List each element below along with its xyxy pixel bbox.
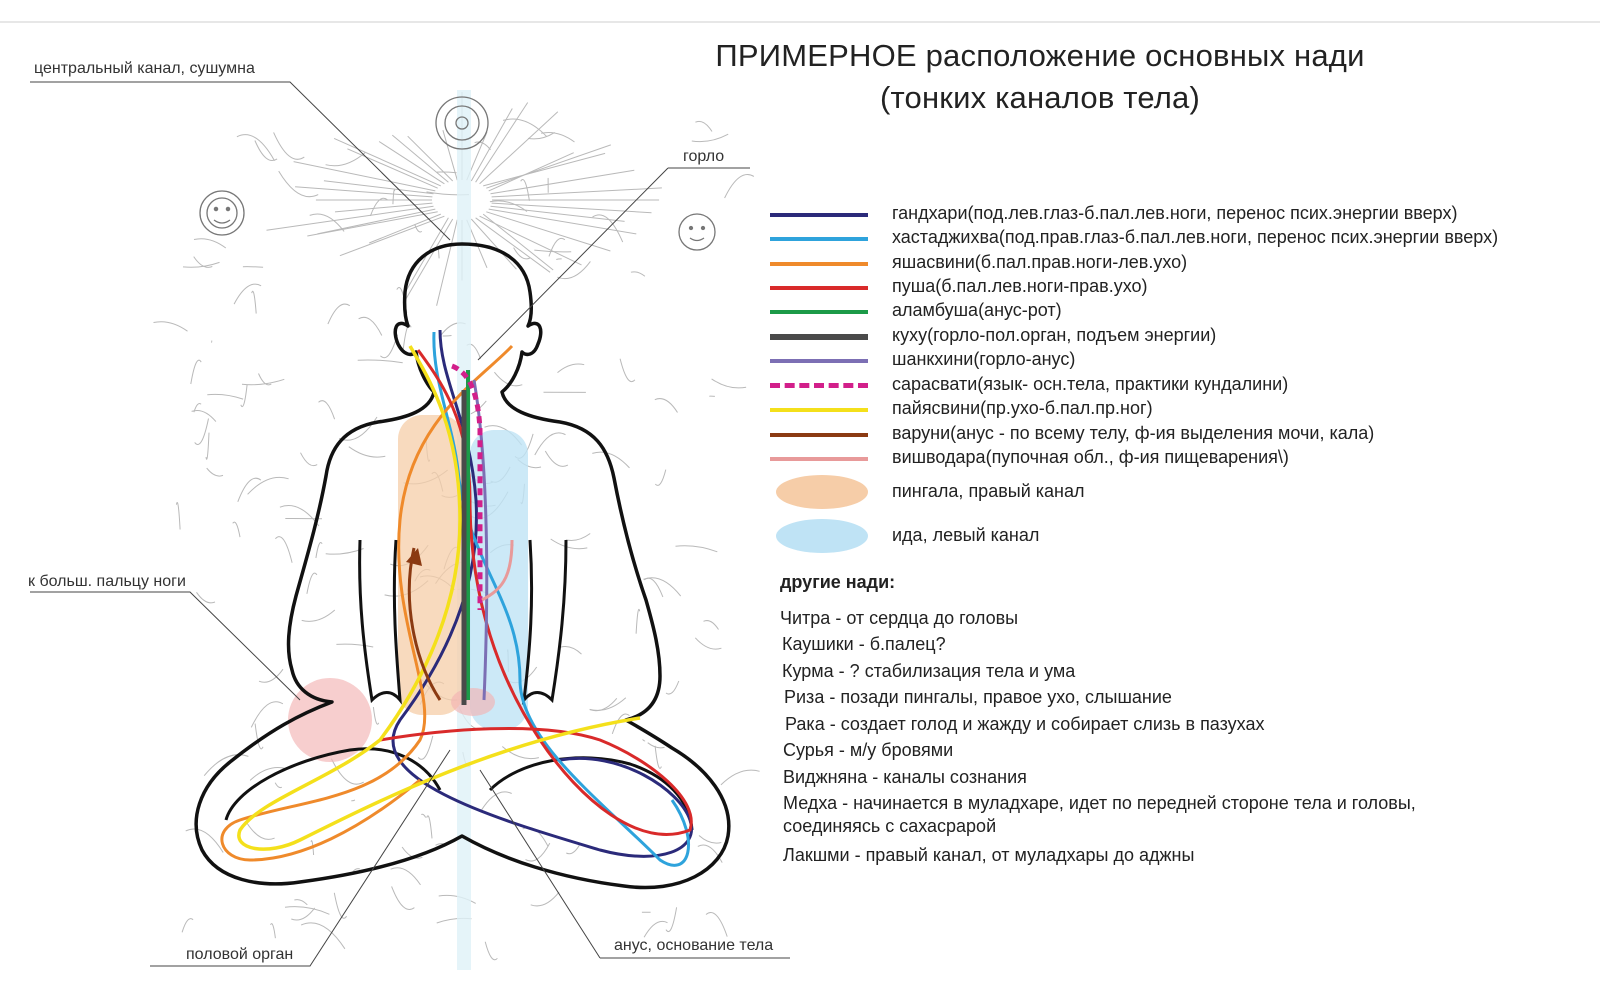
background-stroke: [358, 360, 403, 363]
background-stroke: [307, 573, 317, 594]
legend-label: шанкхини(горло-анус): [892, 349, 1076, 369]
label-throat: горло: [683, 148, 725, 165]
background-stroke: [557, 261, 590, 278]
background-stroke: [721, 770, 760, 785]
background-stroke: [182, 919, 193, 933]
background-stroke: [275, 783, 282, 788]
diagram-subtitle: (тонких каналов тела): [879, 80, 1201, 115]
background-stroke: [238, 478, 261, 502]
legend-item: [770, 227, 1590, 251]
sun-face-icon: [200, 191, 244, 235]
background-stroke: [351, 800, 355, 801]
background-stroke: [666, 907, 677, 931]
background-stroke: [369, 214, 441, 243]
background-stroke: [695, 638, 721, 649]
background-stroke: [310, 214, 344, 231]
background-stroke: [644, 578, 663, 597]
legend-label: пуша(б.пал.лев.ноги-прав.ухо): [892, 276, 1148, 296]
legend-label: куху(горло-пол.орган, подъем энергии): [892, 325, 1217, 345]
other-nadi-item: Рака - создает голод и жажду и собирает слизь в пазухах: [785, 714, 1265, 734]
background-stroke: [502, 747, 539, 759]
legend-swatch: [776, 475, 868, 509]
background-stroke: [328, 304, 350, 324]
leader-sushumna: [30, 82, 450, 240]
legend-label: варуни(анус - по всему телу, ф-ия выделения мочи, кала): [892, 423, 1375, 443]
background-stroke: [643, 578, 680, 596]
background-stroke: [545, 451, 568, 466]
legend-label: пайясвини(пр.ухо-б.пал.пр.ног): [892, 398, 1153, 418]
background-stroke: [248, 477, 289, 494]
background-stroke: [590, 698, 626, 711]
background-stroke: [279, 171, 319, 197]
legend-item: [770, 276, 1590, 300]
background-stroke: [655, 746, 661, 769]
background-stroke: [556, 259, 561, 260]
background-stroke: [391, 868, 421, 885]
background-stroke: [655, 399, 678, 413]
background-stroke: [255, 141, 277, 161]
background-stroke: [319, 401, 335, 420]
background-stroke: [489, 153, 574, 191]
legend-item: [770, 203, 1590, 227]
background-stroke: [535, 433, 566, 455]
background-stroke: [275, 537, 292, 563]
diagram-title: ПРИМЕРНОЕ расположение основных нади: [715, 38, 1365, 73]
right-arm-inner: [524, 540, 566, 700]
background-stroke: [566, 534, 590, 541]
background-stroke: [192, 410, 216, 421]
leader-big-toe: [30, 592, 300, 700]
background-stroke: [437, 172, 457, 173]
background-stroke: [483, 153, 605, 186]
background-stroke: [558, 364, 585, 373]
legend-item: [770, 481, 1590, 505]
background-stroke: [294, 900, 307, 905]
background-stroke: [636, 609, 640, 633]
background-stroke: [206, 433, 209, 460]
other-nadi-item: Читра - от сердца до головы: [780, 608, 1019, 628]
background-stroke: [706, 913, 727, 937]
background-stroke: [241, 385, 247, 407]
legend-label: ида, левый канал: [892, 525, 1040, 545]
background-stroke: [349, 447, 386, 457]
legend-label: яшасвини(б.пал.прав.ноги-лев.ухо): [892, 252, 1188, 272]
legend-label: вишводара(пупочная обл., ф-ия пищеварения\): [892, 447, 1289, 467]
background-stroke: [251, 702, 283, 728]
legend-item: [770, 423, 1590, 447]
background-stroke: [699, 836, 721, 844]
background-stroke: [247, 823, 275, 839]
legend-swatch: [770, 310, 868, 314]
background-stroke: [643, 739, 646, 741]
background-stroke: [666, 681, 679, 694]
background-stroke: [480, 112, 558, 184]
background-stroke: [471, 109, 512, 182]
moon-face-icon: [679, 214, 715, 250]
background-stroke: [316, 543, 322, 558]
background-stroke: [541, 133, 574, 142]
legend-swatch: [770, 359, 868, 363]
background-stroke: [392, 135, 448, 182]
background-stroke: [301, 453, 318, 466]
background-stroke: [274, 132, 305, 159]
other-nadis-heading: другие нади:: [780, 572, 896, 592]
other-nadi-item: Каушики - б.палец?: [782, 634, 946, 654]
legend-swatch: [770, 457, 868, 461]
background-stroke: [561, 646, 582, 654]
legend-label: аламбуша(анус-рот): [892, 300, 1062, 320]
background-stroke: [237, 135, 275, 161]
background-stroke: [243, 267, 263, 268]
leader-genital: [150, 750, 450, 966]
background-stroke: [644, 921, 667, 937]
background-stroke: [294, 162, 436, 191]
background-stroke: [655, 470, 666, 486]
background-stroke: [492, 203, 652, 213]
legend-item: [770, 398, 1590, 422]
background-stroke: [590, 698, 617, 710]
background-stroke: [695, 121, 712, 131]
background-stroke: [392, 886, 415, 909]
background-stroke: [302, 610, 335, 621]
background-stroke: [255, 724, 263, 749]
background-stroke: [280, 506, 319, 526]
background-stroke: [207, 468, 223, 476]
legend-swatch: [770, 408, 868, 412]
background-stroke: [405, 219, 453, 301]
other-nadi-item: Курма - ? стабилизация тела и ума: [782, 661, 1076, 681]
other-nadi-item: Лакшми - правый канал, от муладхары до аджны: [783, 845, 1195, 865]
background-stroke: [233, 522, 240, 537]
background-stroke: [191, 360, 201, 384]
label-big-toe: к больш. пальцу ноги: [28, 573, 186, 590]
legend-swatch: [770, 262, 868, 266]
other-nadi-item: Сурья - м/у бровями: [783, 740, 954, 760]
legend-swatch: [770, 383, 868, 388]
legend-item: [770, 374, 1590, 398]
background-stroke: [485, 942, 497, 960]
background-stroke: [340, 216, 445, 256]
legend-item: [770, 252, 1590, 276]
background-stroke: [195, 419, 209, 445]
legend-swatch: [776, 519, 868, 553]
legend-label: сарасвати(язык- осн.тела, практики кундалини): [892, 374, 1289, 394]
background-stroke: [252, 291, 257, 313]
background-stroke: [476, 103, 528, 183]
background-stroke: [531, 892, 559, 906]
background-stroke: [285, 907, 329, 915]
legend-label: гандхари(под.лев.глаз-б.пал.лев.ноги, перенос псих.энергии вверх): [892, 203, 1458, 223]
legend-swatch: [770, 213, 868, 217]
background-stroke: [176, 503, 180, 530]
legend-item: [770, 525, 1590, 549]
background-stroke: [526, 843, 550, 861]
background-stroke: [631, 272, 645, 276]
other-nadi-item: Виджняна - каналы сознания: [783, 767, 1027, 787]
legend-label: пингала, правый канал: [892, 481, 1085, 501]
background-stroke: [271, 924, 276, 939]
background-stroke: [712, 379, 747, 388]
other-nadi-item: соединяясь с сахасрарой: [783, 816, 997, 836]
background-stroke: [207, 394, 243, 399]
label-genital: половой орган: [186, 946, 294, 963]
background-stroke: [336, 644, 373, 647]
legend-item: [770, 349, 1590, 373]
background-stroke: [566, 845, 579, 854]
background-stroke: [359, 317, 382, 335]
background-stroke: [326, 549, 364, 555]
background-stroke: [154, 322, 188, 331]
legend-item: [770, 325, 1590, 349]
other-nadi-item: Медха - начинается в муладхаре, идет по передней стороне тела и головы,: [783, 793, 1416, 813]
background-stroke: [427, 816, 432, 839]
background-stroke: [620, 359, 635, 382]
legend-swatch: [770, 286, 868, 290]
background-stroke: [234, 284, 261, 304]
other-nadi-item: Риза - позади пингалы, правое ухо, слышание: [784, 687, 1172, 707]
background-stroke: [443, 336, 452, 337]
background-stroke: [704, 621, 719, 630]
legend-item: [770, 447, 1590, 471]
legend-item: [770, 300, 1590, 324]
background-stroke: [692, 134, 728, 141]
background-stroke: [326, 153, 366, 166]
background-stroke: [373, 707, 378, 724]
background-stroke: [725, 174, 754, 198]
background-stroke: [676, 546, 718, 552]
background-stroke: [393, 190, 395, 204]
background-stroke: [421, 814, 425, 817]
background-stroke: [489, 209, 637, 234]
legend-label: хастаджихва(под.прав.глаз-б.пал.лев.ноги, перенос псих.энергии вверх): [892, 227, 1499, 247]
background-stroke: [521, 180, 530, 201]
legend-swatch: [770, 237, 868, 241]
legend-swatch: [770, 334, 868, 340]
background-stroke: [186, 829, 224, 853]
background-stroke: [301, 923, 345, 949]
background-stroke: [334, 893, 346, 918]
label-sushumna: центральный канал, сушумна: [34, 60, 255, 77]
navel-zone: [451, 688, 495, 716]
left-arm-inner: [360, 540, 400, 700]
background-stroke: [194, 239, 226, 248]
legend-swatch: [770, 433, 868, 437]
label-anus: анус, основание тела: [614, 937, 774, 954]
background-stroke: [291, 908, 314, 920]
